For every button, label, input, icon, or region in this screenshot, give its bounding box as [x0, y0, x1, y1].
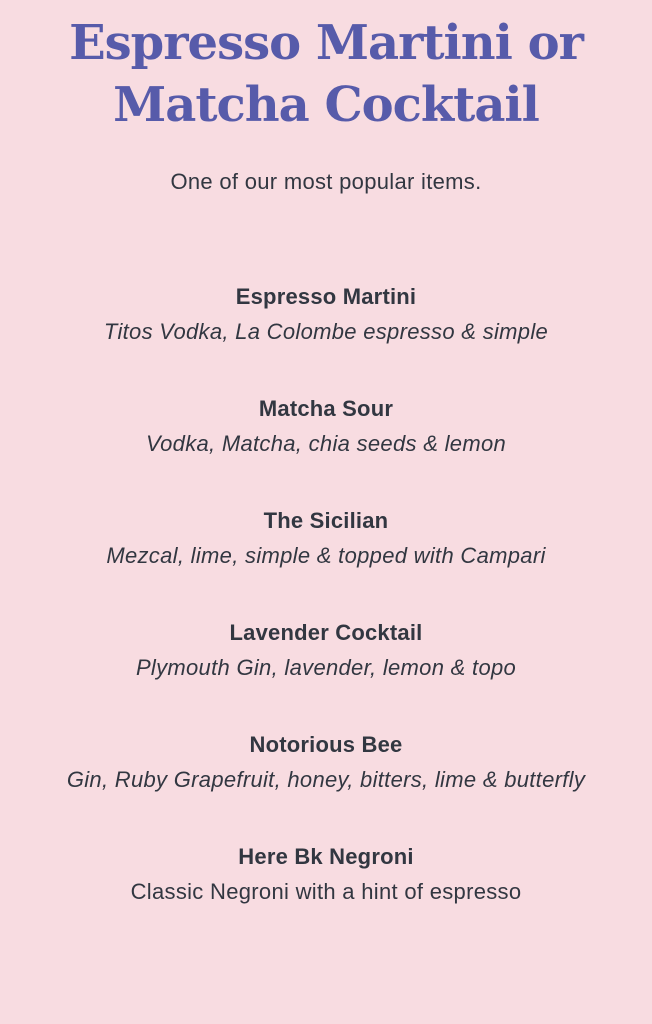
- menu-item: [66, 839, 586, 910]
- menu-item-name: Matcha Sour: [258, 395, 394, 421]
- menu-list: [66, 279, 586, 910]
- page-title-line-1: Espresso Martini or: [69, 15, 583, 71]
- menu-item-description: Classic Negroni with a hint of espresso: [130, 878, 522, 904]
- menu-item-description: Titos Vodka, La Colombe espresso & simple: [103, 318, 549, 344]
- menu-item-description: Vodka, Matcha, chia seeds & lemon: [145, 430, 507, 456]
- menu-item-name: Here Bk Negroni: [238, 843, 414, 869]
- menu-item: [66, 727, 586, 798]
- page-title: [30, 12, 622, 137]
- menu-item-name: The Sicilian: [263, 507, 389, 533]
- menu-item-description: Plymouth Gin, lavender, lemon & topo: [135, 654, 517, 680]
- menu-item: [66, 503, 586, 574]
- menu-item-description: Mezcal, lime, simple & topped with Campari: [106, 542, 546, 568]
- menu-item: [66, 279, 586, 350]
- menu-item: [66, 615, 586, 686]
- menu-item-description: Gin, Ruby Grapefruit, honey, bitters, lime & butterfly: [66, 766, 586, 792]
- page-subtitle: One of our most popular items.: [170, 168, 482, 194]
- page-title-line-2: Matcha Cocktail: [113, 77, 539, 134]
- menu-item: [66, 391, 586, 462]
- menu-item-name: Espresso Martini: [235, 283, 417, 309]
- menu-item-name: Lavender Cocktail: [229, 619, 423, 645]
- menu-item-name: Notorious Bee: [249, 731, 403, 757]
